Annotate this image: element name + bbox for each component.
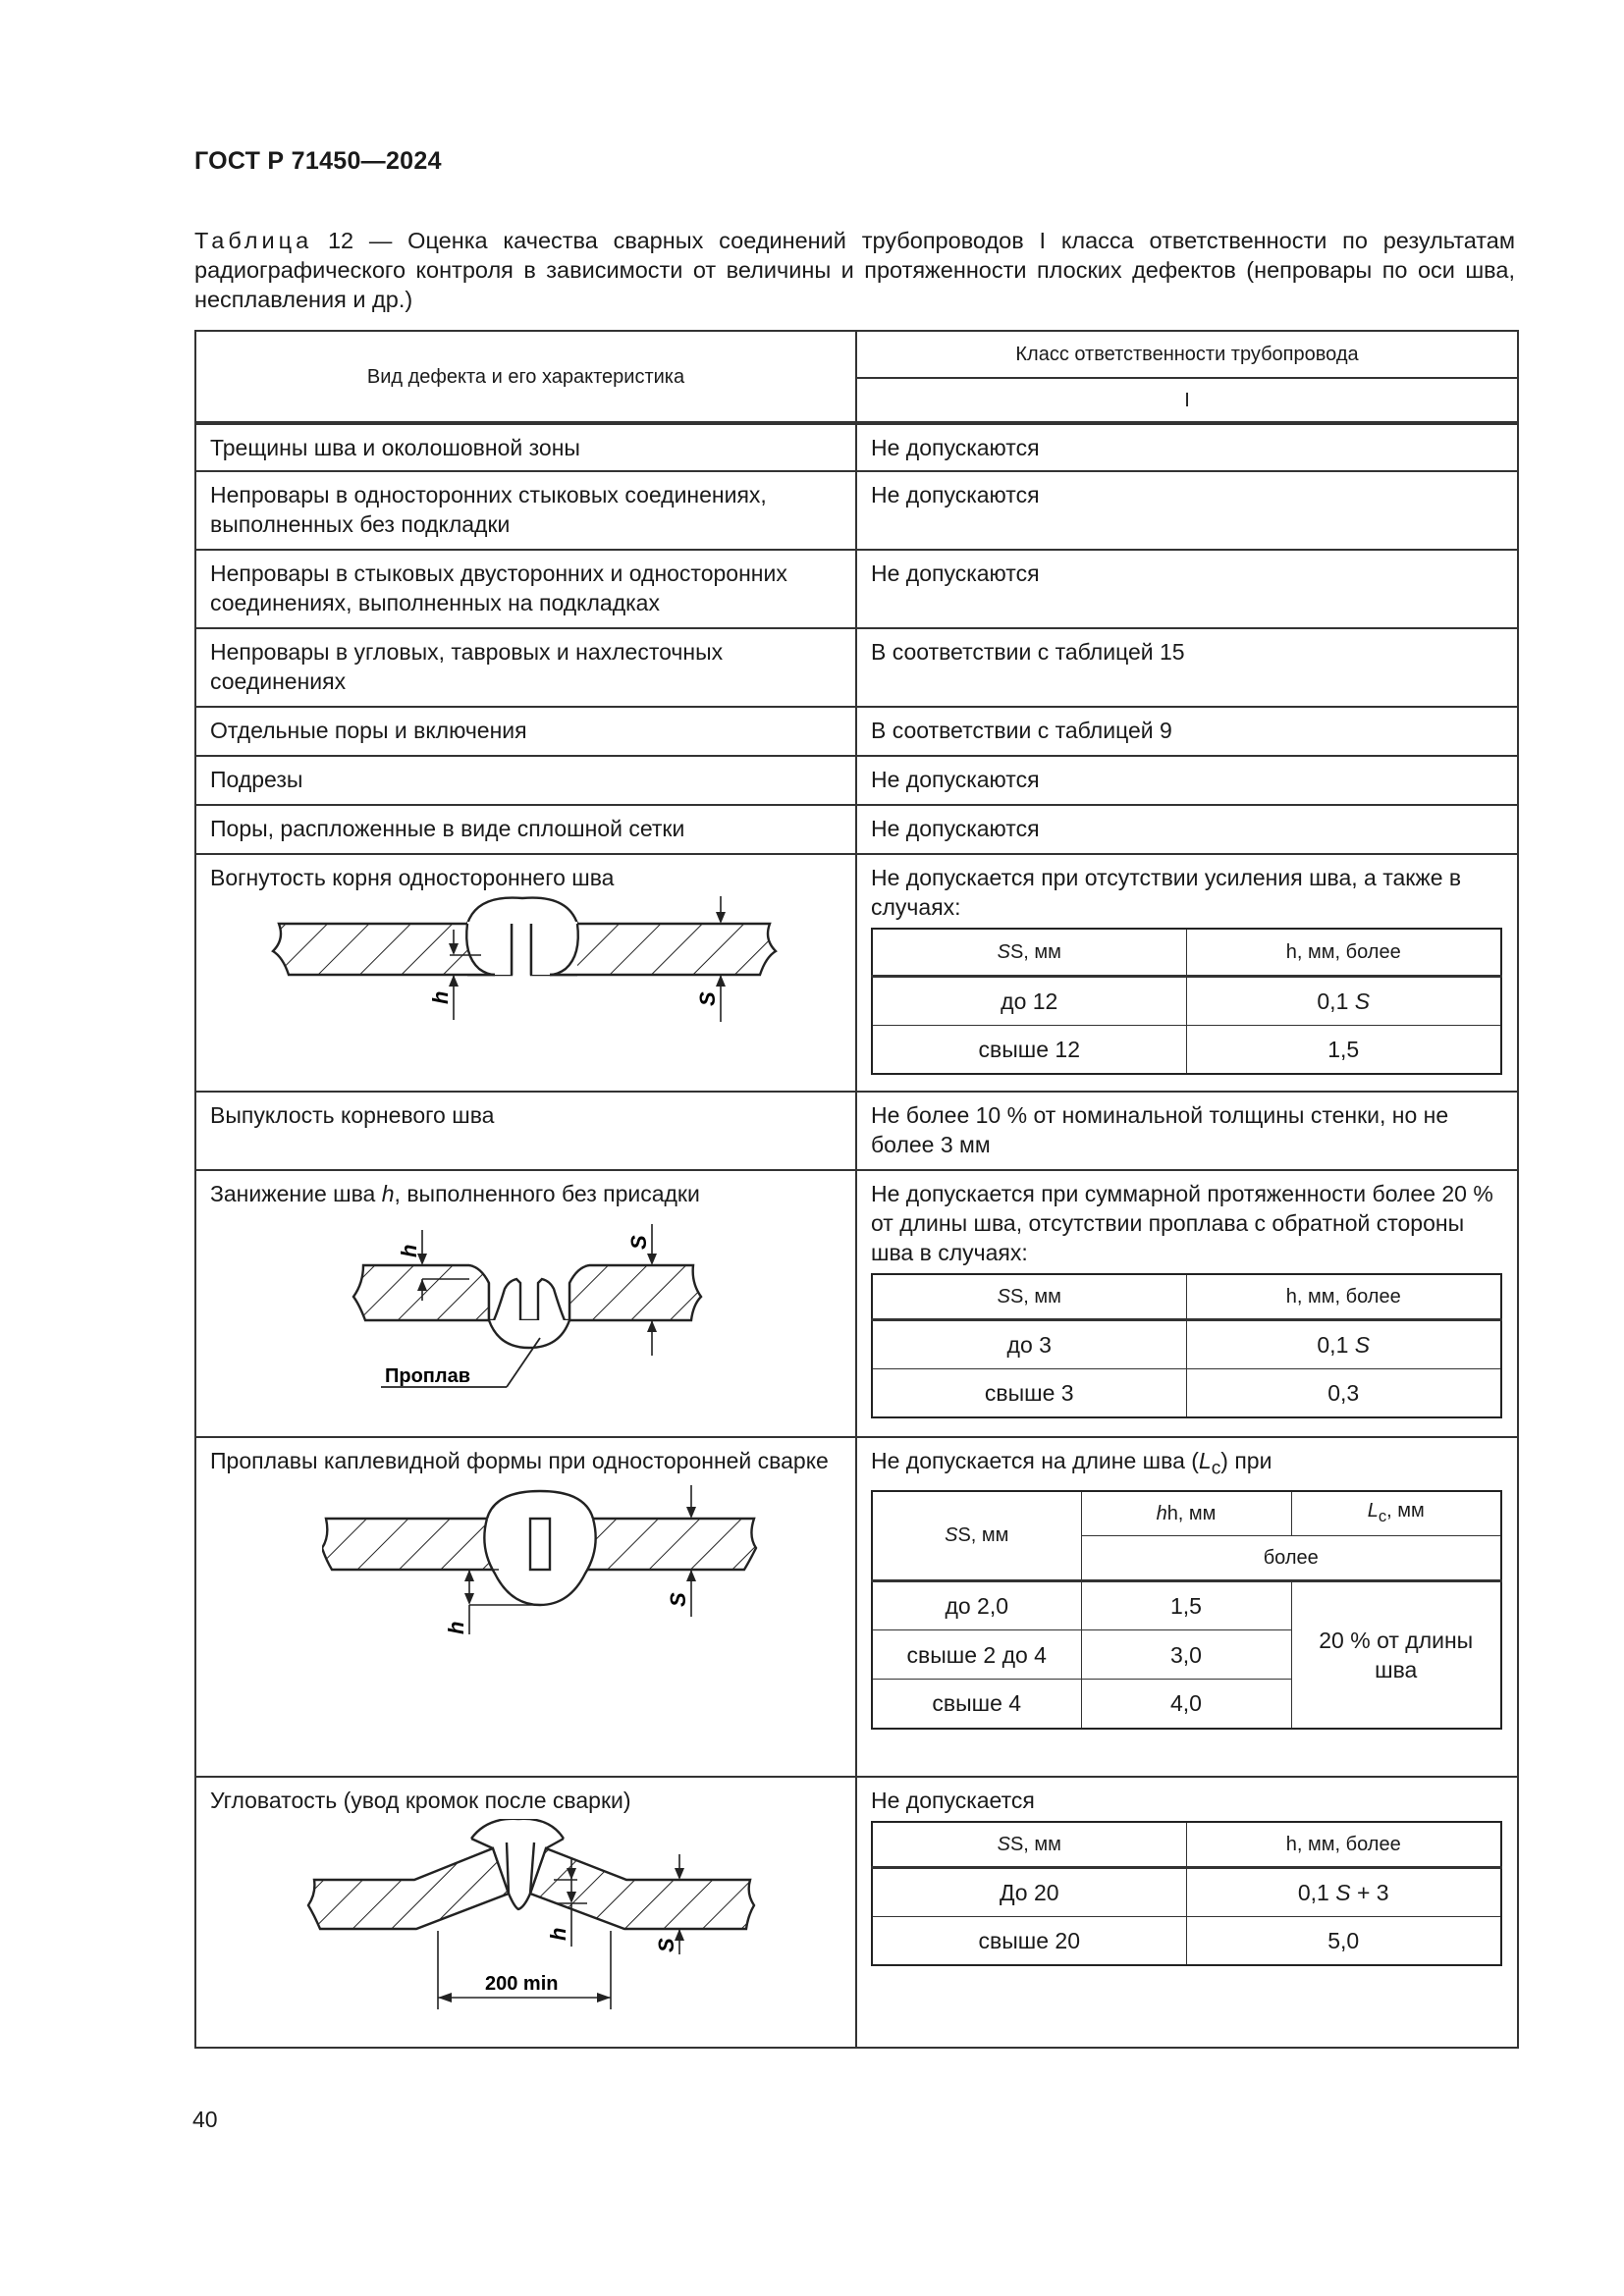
subtable-cell-s: до 12 [872, 976, 1186, 1025]
table-row [195, 471, 1518, 550]
cell-value: 0,1 [1317, 988, 1355, 1014]
requirement-cell: Не более 10 % от номинальной толщины стенки, но не более 3 мм [856, 1092, 1518, 1170]
requirement-post: ) при [1220, 1448, 1272, 1473]
subtable-header-h: h, мм, более [1186, 1274, 1501, 1319]
table-row [195, 707, 1518, 756]
header-lc-text: , мм [1386, 1499, 1425, 1522]
subtable-cell-s: свыше 20 [872, 1916, 1186, 1965]
table-row [195, 628, 1518, 707]
subtable-header-more: более [1081, 1536, 1501, 1581]
cell-value: 0,1 [1297, 1879, 1336, 1905]
root-concavity-figure [271, 896, 821, 1073]
subtable-cell-s: до 2,0 [872, 1581, 1081, 1630]
subtable-cell-h [1186, 1916, 1501, 1965]
fig-label-s: S [666, 1592, 690, 1607]
column-subheader-class: I [856, 378, 1518, 423]
requirement-cell: Не допускаются [856, 756, 1518, 805]
header-lc-sub: c [1378, 1506, 1387, 1525]
defect-text: Вогнутость корня одностороннего шва [210, 865, 615, 890]
document-header: ГОСТ Р 71450—2024 [194, 147, 442, 175]
fig-label-s: S [654, 1938, 678, 1952]
subtable-cell-h [1186, 1867, 1501, 1916]
caption-text: 12 — Оценка качества сварных соединений трубопроводов I класса ответственности по результатам радиографического контроля в зависимости от величины и протяженности плоских дефектов (непровары по оси шва, несплавления и др.) [194, 228, 1515, 312]
cell-value: 0,3 [1327, 1379, 1360, 1406]
subtable-cell-s: свыше 2 до 4 [872, 1630, 1081, 1680]
table-row-angularity [195, 1777, 1518, 2048]
cell-post: + 3 [1350, 1879, 1389, 1905]
subtable-cell-s: свыше 4 [872, 1680, 1081, 1729]
table-row-underfill [195, 1170, 1518, 1437]
requirement-cell: Не допускаются [856, 471, 1518, 550]
cell-var: S [1354, 1331, 1371, 1358]
requirement-text [871, 1446, 1503, 1484]
subtable-cell-h: 3,0 [1081, 1630, 1291, 1680]
defects-table [194, 330, 1519, 2049]
table-row-convexity [195, 1092, 1518, 1170]
header-s-text: S, мм [1009, 1285, 1061, 1308]
page-number: 40 [192, 2107, 218, 2132]
defect-cell: Непровары в стыковых двусторонних и односторонних соединениях, выполненных на подкладках [195, 550, 856, 628]
requirement-cell: Не допускаются [856, 805, 1518, 854]
defect-text: Проплавы каплевидной формы при односторонней сварке [210, 1448, 829, 1473]
fig-label-melt: Проплав [385, 1365, 471, 1387]
subtable-cell-h: 4,0 [1081, 1680, 1291, 1729]
drop-melt-figure [322, 1479, 774, 1676]
defect-cell: Отдельные поры и включения [195, 707, 856, 756]
defect-text-pre: Занижение шва [210, 1181, 382, 1206]
column-header-class: Класс ответственности трубопровода [856, 331, 1518, 378]
caption-label: Таблица [194, 228, 313, 253]
subtable-cell-s: До 20 [872, 1867, 1186, 1916]
subtable-header-s: SS, мм [872, 1491, 1081, 1581]
fig-label-h: h [397, 1244, 421, 1257]
defect-cell: Непровары в угловых, тавровых и нахлесточных соединениях [195, 628, 856, 707]
defect-text: Угловатость (увод кромок после сварки) [210, 1788, 631, 1813]
defect-cell: Подрезы [195, 756, 856, 805]
table-row [195, 756, 1518, 805]
subtable-header-h: h, мм, более [1186, 929, 1501, 976]
cell-var: S [1354, 988, 1371, 1014]
defect-cell [195, 1170, 856, 1437]
defect-cell: Выпуклость корневого шва [195, 1092, 856, 1170]
cell-value: 0,1 [1317, 1331, 1355, 1358]
requirement-cell: Не допускаются [856, 423, 1518, 471]
drops-subtable [871, 1490, 1502, 1730]
header-s-text: S, мм [1009, 940, 1061, 963]
subtable-header-lc [1291, 1491, 1501, 1536]
fig-label-h: h [444, 1621, 468, 1634]
header-h-text: h, мм [1166, 1502, 1217, 1524]
subtable-header-h: h, мм, более [1186, 1822, 1501, 1867]
angularity-subtable [871, 1821, 1502, 1966]
subtable-cell-lc: 20 % от длины шва [1291, 1581, 1501, 1729]
table-caption [194, 226, 1515, 314]
defect-cell [195, 1777, 856, 2048]
header-s-text: S, мм [1009, 1833, 1061, 1855]
subtable-header-s: SS, мм [872, 929, 1186, 976]
subtable-cell-s: свыше 3 [872, 1368, 1186, 1417]
requirement-var: L [1198, 1448, 1212, 1473]
requirement-cell: Не допускаются [856, 550, 1518, 628]
requirement-sub: c [1211, 1458, 1221, 1479]
subtable-cell-h: 1,5 [1081, 1581, 1291, 1630]
concavity-subtable [871, 928, 1502, 1075]
subtable-cell-h [1186, 1319, 1501, 1368]
defect-cell: Поры, распложенные в виде сплошной сетки [195, 805, 856, 854]
subtable-header-s: SS, мм [872, 1822, 1186, 1867]
column-header-defect: Вид дефекта и его характеристика [195, 331, 856, 423]
defect-text [210, 1179, 841, 1208]
fig-label-h: h [546, 1927, 570, 1941]
underfill-figure [352, 1210, 774, 1416]
subtable-cell-h [1186, 1368, 1501, 1417]
requirement-cell [856, 1777, 1518, 2048]
requirement-text: Не допускается при суммарной протяженности более 20 % от длины шва, отсутствии проплава с обратной стороны шва в случаях: [871, 1181, 1493, 1265]
requirement-pre: Не допускается на длине шва ( [871, 1448, 1199, 1473]
table-row-concavity [195, 854, 1518, 1092]
cell-value: 1,5 [1327, 1036, 1360, 1062]
subtable-cell-s: свыше 12 [872, 1025, 1186, 1074]
header-s-text: S, мм [957, 1524, 1009, 1547]
requirement-cell: В соответствии с таблицей 15 [856, 628, 1518, 707]
fig-label-dimension: 200 min [485, 1973, 559, 1995]
angularity-figure [306, 1819, 778, 2015]
requirement-cell [856, 1437, 1518, 1777]
table-row [195, 805, 1518, 854]
subtable-cell-h [1186, 976, 1501, 1025]
defect-text-post: , выполненного без присадки [394, 1181, 700, 1206]
fig-label-h: h [428, 990, 453, 1004]
fig-label-s: S [695, 991, 720, 1006]
table-row-drops [195, 1437, 1518, 1777]
requirement-text: Не допускается [871, 1788, 1035, 1813]
underfill-subtable [871, 1273, 1502, 1418]
subtable-cell-h [1186, 1025, 1501, 1074]
subtable-cell-s: до 3 [872, 1319, 1186, 1368]
cell-value: 5,0 [1327, 1927, 1360, 1953]
defect-cell [195, 1437, 856, 1777]
table-row [195, 423, 1518, 471]
requirement-text: Не допускается при отсутствии усиления шва, а также в случаях: [871, 865, 1462, 920]
cell-var: S [1335, 1879, 1351, 1905]
defect-cell: Непровары в односторонних стыковых соединениях, выполненных без подкладки [195, 471, 856, 550]
defect-cell [195, 854, 856, 1092]
defect-text-var: h [381, 1181, 395, 1206]
requirement-cell [856, 1170, 1518, 1437]
subtable-header-h: hh, мм [1081, 1491, 1291, 1536]
requirement-cell: В соответствии с таблицей 9 [856, 707, 1518, 756]
header-lc-var: L [1367, 1499, 1379, 1522]
defect-cell: Трещины шва и околошовной зоны [195, 423, 856, 471]
subtable-header-s: SS, мм [872, 1274, 1186, 1319]
fig-label-s: S [626, 1235, 651, 1250]
table-row [195, 550, 1518, 628]
requirement-cell [856, 854, 1518, 1092]
